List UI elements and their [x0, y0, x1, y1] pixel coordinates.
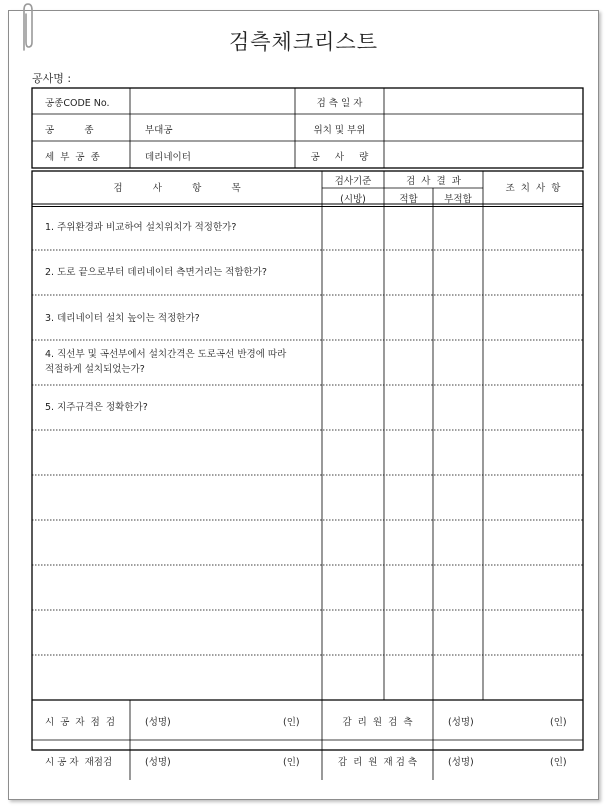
sub-trade-value: 데리네이터 — [145, 152, 191, 163]
column-header-result: 검 사 결 과 — [406, 176, 461, 187]
location-label: 위치 및 부위 — [313, 125, 366, 136]
page-title: 검측체크리스트 — [228, 30, 378, 54]
checklist-item-1: 1. 주위환경과 비교하여 설치위치가 적정한가? — [45, 222, 237, 233]
checklist-item-3: 3. 데리네이터 설치 높이는 적정한가? — [45, 313, 200, 324]
column-header-pass: 적합 — [399, 194, 418, 205]
column-header-fail: 부적합 — [444, 194, 472, 205]
contractor-check-seal: (인) — [283, 717, 300, 728]
supervisor-check-label: 감 리 원 검 측 — [342, 717, 413, 728]
inspection-date-label: 검 측 일 자 — [316, 98, 363, 109]
contractor-recheck-label: 시 공 자 재점검 — [45, 757, 113, 768]
quantity-label: 공 사 량 — [310, 152, 369, 163]
supervisor-check-sign[interactable]: (성명) — [448, 717, 474, 728]
contractor-recheck-seal: (인) — [283, 757, 300, 768]
supervisor-check-seal: (인) — [550, 717, 567, 728]
supervisor-recheck-label: 감 리 원 재 검 측 — [337, 757, 418, 768]
checklist-item-2: 2. 도로 끝으로부터 데리네이터 측면거리는 적합한가? — [45, 267, 267, 278]
column-header-standard-sub: (시방) — [340, 194, 366, 205]
column-header-items: 검 사 항 목 — [113, 183, 241, 194]
trade-value: 부대공 — [145, 125, 173, 136]
contractor-check-label: 시 공 자 점 검 — [45, 717, 116, 728]
trade-code-label: 공종CODE No. — [45, 98, 110, 109]
supervisor-recheck-seal: (인) — [550, 757, 567, 768]
checklist-item-5: 5. 지주규격은 정확한가? — [45, 402, 148, 413]
sub-trade-label: 세 부 공 종 — [45, 152, 100, 163]
column-header-standard: 검사기준 — [334, 176, 372, 187]
contractor-recheck-sign[interactable]: (성명) — [145, 757, 171, 768]
contractor-check-sign[interactable]: (성명) — [145, 717, 171, 728]
site-name-label: 공사명 : — [32, 72, 72, 85]
checklist-item-4: 4. 직선부 및 곡선부에서 설치간격은 도로곡선 반경에 따라 적절하게 설치되었는가? — [45, 349, 287, 375]
column-header-action: 조 치 사 항 — [505, 183, 561, 194]
supervisor-recheck-sign[interactable]: (성명) — [448, 757, 474, 768]
trade-label: 공 종 — [45, 125, 94, 136]
